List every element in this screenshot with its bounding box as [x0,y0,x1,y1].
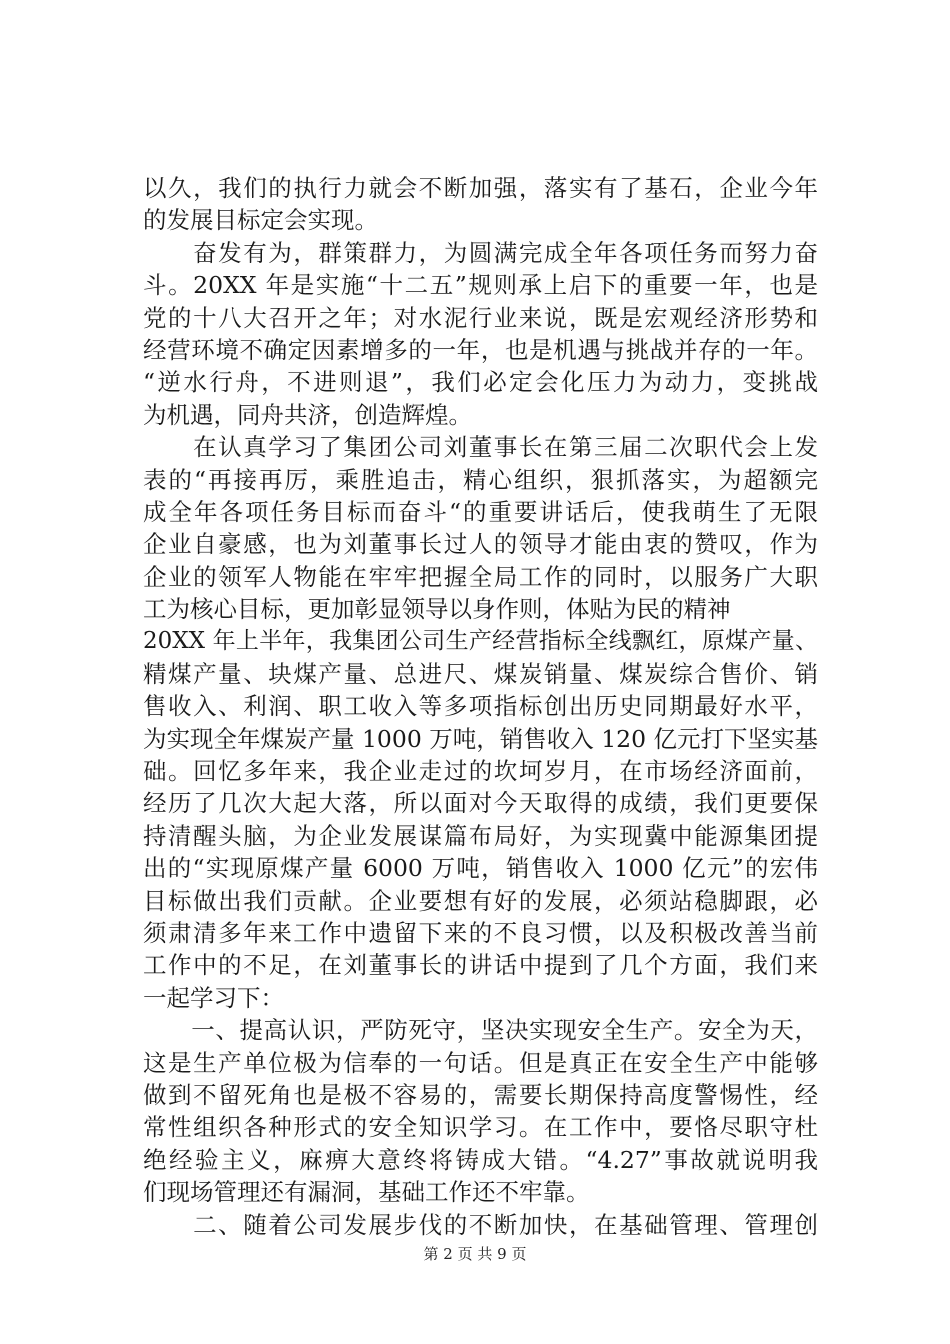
text-line: 为机遇，同舟共济，创造辉煌。 [143,400,472,429]
text-line: 须肃清多年来工作中遗留下来的不良习惯，以及积极改善当前 [143,918,818,947]
text-line: 以久，我们的执行力就会不断加强，落实有了基石，企业今年 [143,174,818,202]
text-line: 的发展目标定会实现。 [143,206,378,235]
text-line: 经历了几次大起大落，所以面对今天取得的成绩，我们更要保 [143,789,818,818]
text-line: 奋发有为，群策群力，为圆满完成全年各项任务而努力奋 [143,238,818,267]
text-line: 成全年各项任务目标而奋斗“的重要讲话后，使我萌生了无限 [143,497,818,526]
text-line: 企业自豪感，也为刘董事长过人的领导才能由衷的赞叹，作为 [143,530,818,559]
text-line: 常性组织各种形式的安全知识学习。在工作中，要恪尽职守杜 [143,1113,818,1142]
text-line: 绝经验主义，麻痹大意终将铸成大错。“4.27”事故就说明我 [143,1145,818,1174]
text-line: 售收入、利润、职工收入等多项指标创出历史同期最好水平， [143,692,818,721]
text-line: 目标做出我们贡献。企业要想有好的发展，必须站稳脚跟，必 [143,886,818,915]
text-line: 一起学习下： [143,983,284,1012]
text-line: 斗。20XX 年是实施“十二五”规则承上启下的重要一年，也是 [143,271,818,300]
text-line: 二、随着公司发展步伐的不断加快，在基础管理、管理创 [143,1210,818,1239]
text-line: 在认真学习了集团公司刘董事长在第三届二次职代会上发 [143,433,818,462]
page-number-footer: 第 2 页 共 9 页 [423,1245,527,1263]
text-line: 工作中的不足，在刘董事长的讲话中提到了几个方面，我们来 [143,951,818,980]
text-line: 工为核心目标，更加彰显领导以身作则，体贴为民的精神 [143,595,731,624]
text-line: 企业的领军人物能在牢牢把握全局工作的同时，以服务广大职 [143,562,818,591]
text-line: 这是生产单位极为信奉的一句话。但是真正在安全生产中能够 [143,1048,818,1077]
text-line: 们现场管理还有漏洞，基础工作还不牢靠。 [143,1178,590,1207]
text-line: 础。回忆多年来，我企业走过的坎坷岁月，在市场经济面前， [143,757,818,786]
text-line: “逆水行舟，不进则退”，我们必定会化压力为动力，变挑战 [143,368,818,397]
text-line: 做到不留死角也是极不容易的，需要长期保持高度警惕性，经 [143,1080,818,1109]
text-line: 20XX 年上半年，我集团公司生产经营指标全线飘红，原煤产量、 [143,628,818,655]
text-line: 表的“再接再厉，乘胜追击，精心组织，狠抓落实，为超额完 [143,465,818,494]
text-line: 出的“实现原煤产量 6000 万吨，销售收入 1000 亿元”的宏伟 [143,854,818,883]
text-line: 精煤产量、块煤产量、总进尺、煤炭销量、煤炭综合售价、销 [143,659,818,688]
text-line: 经营环境不确定因素增多的一年，也是机遇与挑战并存的一年。 [143,335,818,364]
body-text [143,172,818,1241]
text-line: 党的十八大召开之年；对水泥行业来说，既是宏观经济形势和 [143,303,818,332]
text-line: 为实现全年煤炭产量 1000 万吨，销售收入 120 亿元打下坚实基 [143,724,819,753]
text-line: 持清醒头脑，为企业发展谋篇布局好，为实现冀中能源集团提 [143,821,818,850]
text-line: 一、提高认识，严防死守，坚决实现安全生产。安全为天， [143,1016,818,1045]
